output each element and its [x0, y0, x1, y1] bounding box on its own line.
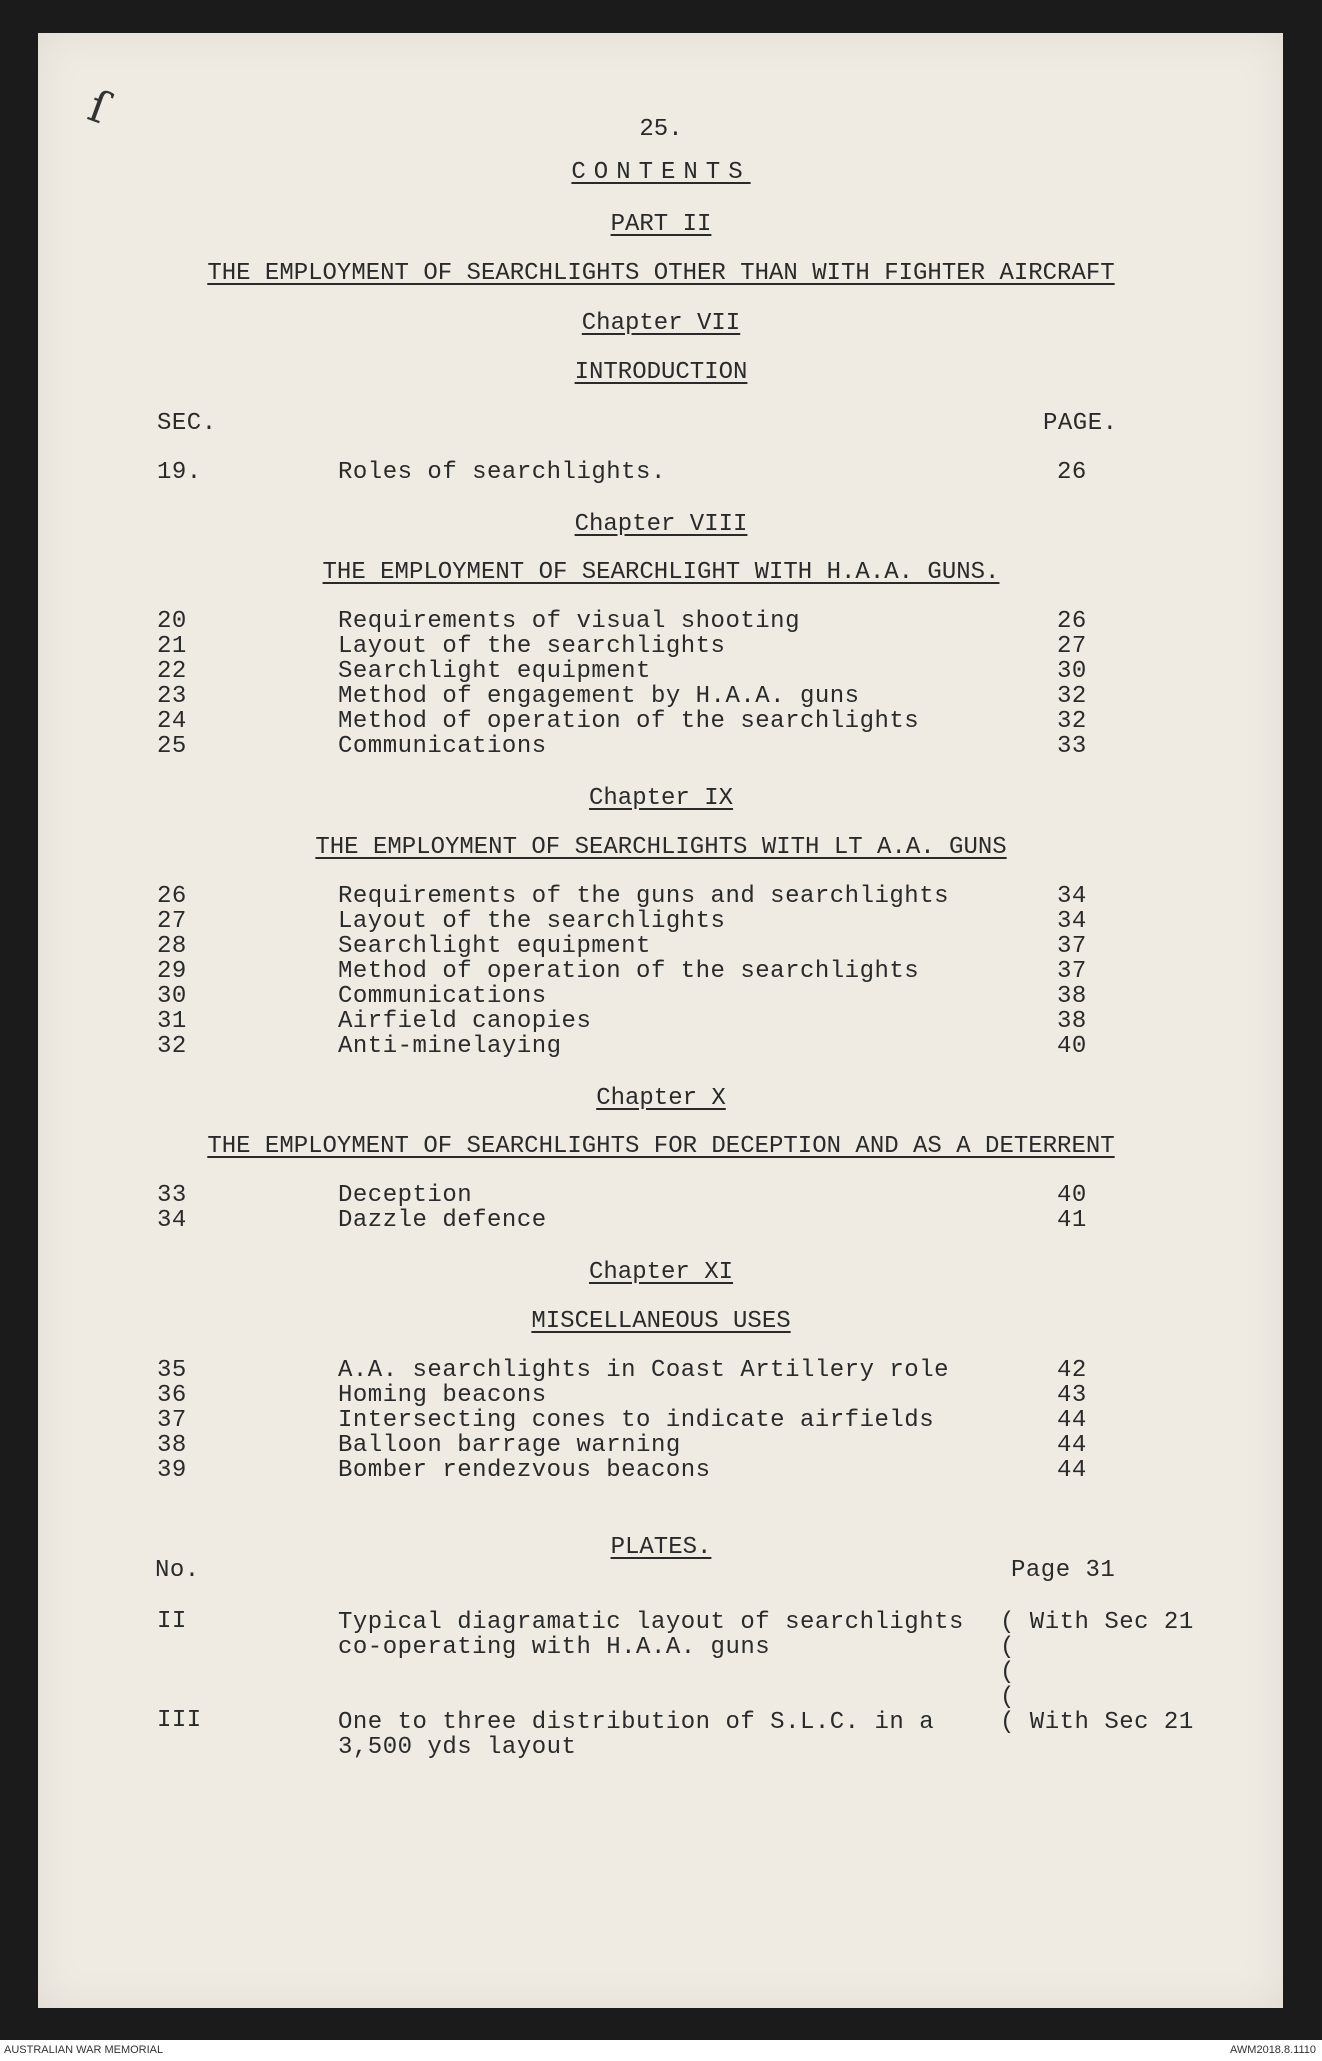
sec-number: 28 — [157, 933, 187, 960]
chapter-heading: Chapter IX — [588, 785, 734, 812]
contents-title: CONTENTS — [571, 159, 751, 186]
entry-title: Communications — [338, 983, 547, 1010]
sec-number: 36 — [157, 1382, 187, 1409]
page-ref: 34 — [1057, 883, 1087, 910]
page-ref: 37 — [1057, 958, 1087, 985]
entry-title: Bomber rendezvous beacons — [338, 1457, 711, 1484]
part-title: THE EMPLOYMENT OF SEARCHLIGHTS OTHER THAN WITH FIGHTER AIRCRAFT — [207, 260, 1115, 287]
entry-title: Searchlight equipment — [338, 933, 651, 960]
plate-section-ref: ( With Sec 21 — [1000, 1709, 1194, 1736]
plate-number: II — [157, 1608, 187, 1635]
plates-no-header: No. — [155, 1557, 200, 1584]
entry-title: Dazzle defence — [338, 1207, 547, 1234]
sec-number: 25 — [157, 733, 187, 760]
page-ref: 33 — [1057, 733, 1087, 760]
sec-number: 19. — [157, 459, 202, 486]
entry-title: Intersecting cones to indicate airfields — [338, 1407, 935, 1434]
page-ref: 34 — [1057, 908, 1087, 935]
bracket-mark: ( — [1000, 1659, 1015, 1686]
chapter-heading: Chapter X — [596, 1085, 726, 1112]
page-ref: 38 — [1057, 1008, 1087, 1035]
sec-number: 34 — [157, 1207, 187, 1234]
page-ref: 42 — [1057, 1357, 1087, 1384]
sec-number: 38 — [157, 1432, 187, 1459]
sec-number: 22 — [157, 658, 187, 685]
plate-title-line1: One to three distribution of S.L.C. in a — [338, 1709, 935, 1736]
sec-number: 29 — [157, 958, 187, 985]
bracket-mark: ( — [1000, 1634, 1015, 1661]
entry-title: Layout of the searchlights — [338, 633, 726, 660]
sec-number: 32 — [157, 1033, 187, 1060]
entry-title: Method of operation of the searchlights — [338, 958, 920, 985]
sec-number: 30 — [157, 983, 187, 1010]
bracket-mark: ( — [1000, 1684, 1015, 1711]
page-ref: 44 — [1057, 1407, 1087, 1434]
page-ref: 40 — [1057, 1182, 1087, 1209]
entry-title: Layout of the searchlights — [338, 908, 726, 935]
plate-title-line1: Typical diagramatic layout of searchlights — [338, 1609, 964, 1636]
entry-title: Deception — [338, 1182, 473, 1209]
chapter-title: THE EMPLOYMENT OF SEARCHLIGHT WITH H.A.A. GUNS. — [322, 559, 1000, 586]
page-number: 25. — [639, 116, 683, 143]
chapter-title: MISCELLANEOUS USES — [531, 1308, 791, 1335]
sec-number: 35 — [157, 1357, 187, 1384]
page-ref: 40 — [1057, 1033, 1087, 1060]
sec-number: 24 — [157, 708, 187, 735]
page-ref: 32 — [1057, 708, 1087, 735]
page-ref: 37 — [1057, 933, 1087, 960]
entry-title: Requirements of visual shooting — [338, 608, 800, 635]
entry-title: Airfield canopies — [338, 1008, 592, 1035]
page-column-header: PAGE. — [1043, 410, 1118, 437]
sec-number: 37 — [157, 1407, 187, 1434]
entry-title: Homing beacons — [338, 1382, 547, 1409]
page-ref: 26 — [1057, 608, 1087, 635]
chapter-heading: Chapter XI — [588, 1259, 734, 1286]
page-ref: 26 — [1057, 459, 1087, 486]
page-ref: 44 — [1057, 1457, 1087, 1484]
entry-title: Requirements of the guns and searchlights — [338, 883, 949, 910]
sec-number: 39 — [157, 1457, 187, 1484]
entry-title: Searchlight equipment — [338, 658, 651, 685]
entry-title: Method of engagement by H.A.A. guns — [338, 683, 860, 710]
sec-column-header: SEC. — [157, 410, 217, 437]
part-label: PART II — [610, 211, 712, 238]
page-ref: 30 — [1057, 658, 1087, 685]
entry-title: Communications — [338, 733, 547, 760]
sec-number: 31 — [157, 1008, 187, 1035]
plate-title-line2: 3,500 yds layout — [338, 1734, 577, 1761]
page-ref: 43 — [1057, 1382, 1087, 1409]
entry-title: Balloon barrage warning — [338, 1432, 681, 1459]
sec-number: 20 — [157, 608, 187, 635]
plate-section-ref: ( With Sec 21 — [1000, 1609, 1194, 1636]
page-ref: 41 — [1057, 1207, 1087, 1234]
sec-number: 26 — [157, 883, 187, 910]
chapter-heading: Chapter VII — [581, 310, 741, 337]
sec-number: 21 — [157, 633, 187, 660]
plates-page-header: Page 31 — [1011, 1557, 1116, 1584]
sec-number: 23 — [157, 683, 187, 710]
chapter-heading: Chapter VIII — [574, 511, 748, 538]
plates-heading: PLATES. — [610, 1534, 712, 1561]
page-ref: 32 — [1057, 683, 1087, 710]
plate-title-line2: co-operating with H.A.A. guns — [338, 1634, 771, 1661]
footer-bar — [0, 2040, 1322, 2061]
chapter-title: THE EMPLOYMENT OF SEARCHLIGHTS WITH LT A.A. GUNS — [315, 834, 1007, 861]
entry-title: A.A. searchlights in Coast Artillery role — [338, 1357, 949, 1384]
archive-credit: AUSTRALIAN WAR MEMORIAL — [4, 2044, 164, 2056]
chapter-title: THE EMPLOYMENT OF SEARCHLIGHTS FOR DECEPTION AND AS A DETERRENT — [207, 1133, 1115, 1160]
chapter-title: INTRODUCTION — [574, 359, 748, 386]
page-ref: 44 — [1057, 1432, 1087, 1459]
handwritten-mark: ſ — [81, 80, 115, 135]
sec-number: 33 — [157, 1182, 187, 1209]
plate-number: III — [157, 1707, 202, 1734]
entry-title: Method of operation of the searchlights — [338, 708, 920, 735]
page-ref: 27 — [1057, 633, 1087, 660]
sec-number: 27 — [157, 908, 187, 935]
accession-number: AWM2018.8.1110 — [1229, 2044, 1316, 2056]
entry-title: Anti-minelaying — [338, 1033, 562, 1060]
page-ref: 38 — [1057, 983, 1087, 1010]
entry-title: Roles of searchlights. — [338, 459, 666, 486]
